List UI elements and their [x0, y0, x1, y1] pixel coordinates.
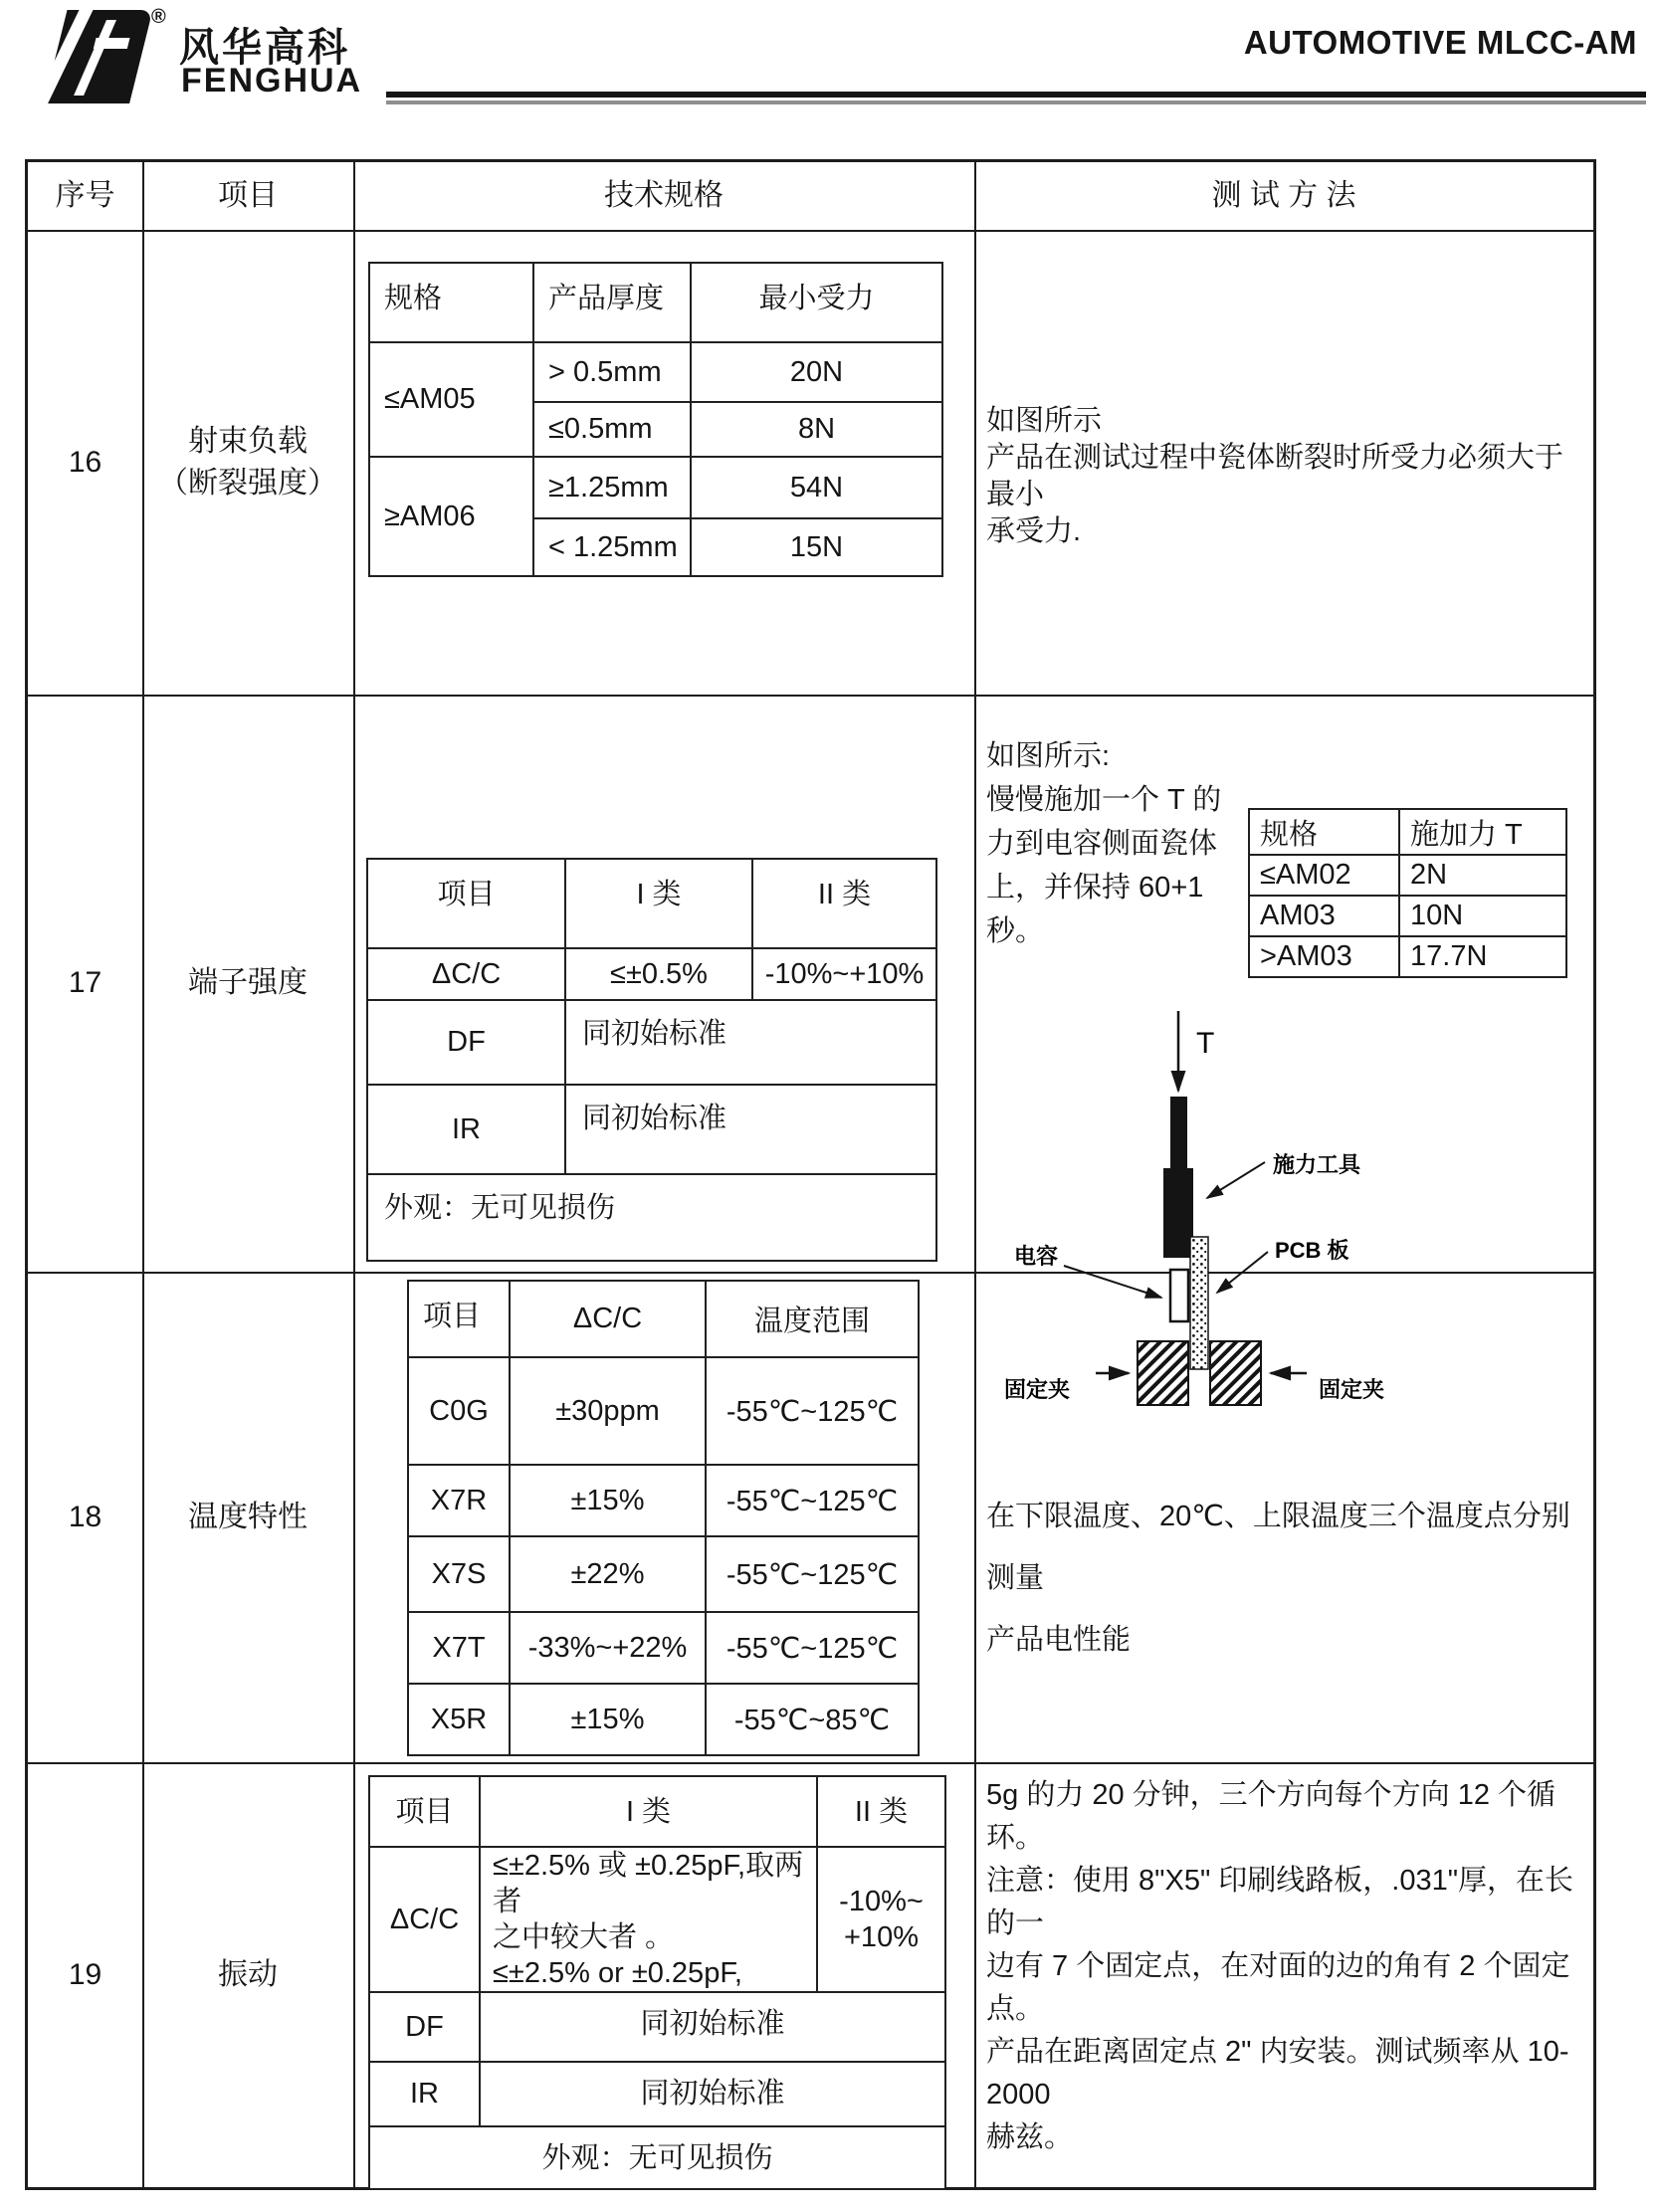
ir-label-cell: IR	[367, 1085, 565, 1174]
tc-code-cell: X7T	[408, 1612, 510, 1684]
clamp-right-label: 固定夹	[1319, 1377, 1385, 1402]
method-line: 注意：使用 8"X5" 印刷线路板，.031"厚，在长的一	[986, 1865, 1574, 1939]
row19-item: 振动	[218, 1957, 278, 1991]
dcc-class2-cell	[817, 1847, 945, 1992]
pcb-label: PCB 板	[1275, 1238, 1349, 1263]
dcc-class1-line: 之中较大者 。	[493, 1921, 675, 1953]
method-line: 慢慢施加一个 T 的	[986, 784, 1222, 816]
method-line: 边有 7 个固定点，在对面的边的角有 2 个固定点。	[986, 1950, 1570, 2025]
capacitor-pointer	[1064, 1266, 1161, 1298]
spec-table	[25, 159, 1596, 2190]
method-line: 上，并保持 60+1	[986, 872, 1204, 904]
row16-spec-subtable	[368, 262, 943, 577]
header-rule-gray	[386, 101, 1646, 104]
document-title: AUTOMOTIVE MLCC-AM	[1243, 24, 1637, 61]
header-rule-black	[386, 92, 1646, 98]
subtable-header-cell: 项目	[369, 1776, 480, 1847]
capacitor-shape	[1170, 1270, 1188, 1321]
column-header-method: 测 试 方 法	[1211, 179, 1356, 212]
pcb-strip	[1190, 1237, 1208, 1369]
tc-range-cell: -55℃~125℃	[706, 1536, 919, 1612]
row19-index: 19	[68, 1957, 103, 1991]
force-cell: 17.7N	[1399, 936, 1566, 977]
thickness-cell: ≤0.5mm	[533, 402, 691, 457]
subtable-header-cell: 规格	[1249, 809, 1399, 855]
row17-index: 17	[68, 966, 103, 999]
subtable-header-cell: 温度范围	[706, 1281, 919, 1357]
tc-dcc-cell: -33%~+22%	[510, 1612, 706, 1684]
column-header-spec: 技术规格	[604, 179, 724, 212]
appearance-cell: 外观：无可见损伤	[369, 2126, 945, 2189]
df-label-cell: DF	[367, 1000, 565, 1085]
row17-method-text	[986, 734, 1265, 953]
row19-method-text	[986, 1774, 1595, 2159]
row16-item	[142, 230, 353, 695]
tc-range-cell: -55℃~125℃	[706, 1357, 919, 1465]
table-gridline	[353, 162, 355, 2187]
subtable-header-cell: II 类	[752, 859, 936, 948]
ir-value-cell: 同初始标准	[480, 2062, 945, 2126]
row17-spec-subtable	[366, 858, 937, 1262]
column-header-item: 项目	[218, 179, 278, 212]
method-line: 5g 的力 20 分钟，三个方向每个方向 12 个循环。	[986, 1779, 1556, 1854]
method-line: 产品电性能	[986, 1624, 1132, 1656]
subtable-header-cell: 项目	[367, 859, 565, 948]
registered-mark: ®	[151, 6, 166, 28]
row16-index: 16	[68, 445, 103, 479]
row17-force-subtable	[1248, 808, 1567, 978]
force-cell: 8N	[691, 402, 942, 457]
method-line: 如图所示	[986, 405, 1103, 437]
subtable-header-cell: I 类	[480, 1776, 817, 1847]
df-label-cell: DF	[369, 1992, 480, 2062]
tc-code-cell: C0G	[408, 1357, 510, 1465]
subtable-header-cell: I 类	[565, 859, 752, 948]
method-line: 秒。	[986, 915, 1045, 947]
tc-code-cell: X5R	[408, 1684, 510, 1755]
row18-index: 18	[68, 1500, 103, 1533]
dcc-class1-line: ≤±2.5% or ±0.25pF,	[493, 1957, 742, 1989]
push-rod-thin	[1170, 1097, 1187, 1168]
capacitor-label: 电容	[1014, 1244, 1059, 1269]
method-line: 产品在测试过程中瓷体断裂时所受力必须大于最小	[986, 442, 1564, 510]
thickness-cell: < 1.25mm	[533, 518, 691, 576]
force-cell: 2N	[1399, 855, 1566, 896]
thickness-cell: > 0.5mm	[533, 342, 691, 402]
dcc-label-cell: ΔC/C	[369, 1847, 480, 1992]
tc-dcc-cell: ±15%	[510, 1684, 706, 1755]
subtable-header-cell: II 类	[817, 1776, 945, 1847]
df-value-cell: 同初始标准	[480, 1992, 945, 2062]
method-line: 如图所示:	[986, 740, 1111, 772]
thickness-cell: ≥1.25mm	[533, 457, 691, 518]
row16-item-line: 射束负载	[188, 424, 308, 458]
dcc-class2-cell: -10%~+10%	[752, 948, 936, 1000]
tc-dcc-cell: ±15%	[510, 1465, 706, 1536]
tool-label: 施力工具	[1273, 1152, 1361, 1177]
clamp-left-shape	[1138, 1341, 1188, 1405]
dcc-class2-line: +10%	[844, 1921, 919, 1953]
force-label: T	[1196, 1027, 1215, 1060]
logo-text-cn: 风华高科	[179, 26, 350, 70]
logo-text-en: FENGHUA	[181, 62, 363, 100]
clamp-left-label: 固定夹	[1004, 1377, 1071, 1402]
force-cell: 54N	[691, 457, 942, 518]
method-line: 在下限温度、20℃、上限温度三个温度点分别测量	[986, 1501, 1570, 1594]
method-line: 产品在距离固定点 2" 内安装。测试频率从 10-2000	[986, 2036, 1569, 2111]
spec-cell: ≤AM02	[1249, 855, 1399, 896]
tc-range-cell: -55℃~125℃	[706, 1465, 919, 1536]
push-rod-thick	[1163, 1168, 1193, 1258]
dcc-class1-line: ≤±2.5% 或 ±0.25pF,取两者	[493, 1850, 804, 1917]
pcb-pointer	[1217, 1252, 1268, 1293]
fenghua-logo	[30, 8, 151, 105]
force-cell: 15N	[691, 518, 942, 576]
appearance-cell: 外观：无可见损伤	[367, 1174, 936, 1261]
subtable-header-cell: ΔC/C	[510, 1281, 706, 1357]
tc-range-cell: -55℃~125℃	[706, 1612, 919, 1684]
spec-group-cell: ≤AM05	[369, 342, 533, 457]
row18-item: 温度特性	[188, 1500, 308, 1533]
clamp-right-shape	[1210, 1341, 1261, 1405]
dcc-class1-cell	[480, 1847, 817, 1992]
tc-range-cell: -55℃~85℃	[706, 1684, 919, 1755]
force-cell: 10N	[1399, 896, 1566, 936]
row16-item-line: （断裂强度）	[158, 466, 337, 500]
tool-pointer	[1207, 1162, 1265, 1198]
dcc-label-cell: ΔC/C	[367, 948, 565, 1000]
subtable-header-cell: 产品厚度	[533, 263, 691, 342]
row16-method-text	[986, 403, 1583, 550]
method-line: 力到电容侧面瓷体	[986, 828, 1218, 860]
tc-dcc-cell: ±22%	[510, 1536, 706, 1612]
subtable-header-cell: 施加力 T	[1399, 809, 1566, 855]
row18-method-text	[986, 1486, 1595, 1671]
ir-label-cell: IR	[369, 2062, 480, 2126]
tc-dcc-cell: ±30ppm	[510, 1357, 706, 1465]
spec-group-cell: ≥AM06	[369, 457, 533, 576]
dcc-class2-line: -10%~	[839, 1886, 924, 1917]
tc-code-cell: X7S	[408, 1536, 510, 1612]
spec-cell: AM03	[1249, 896, 1399, 936]
spec-cell: >AM03	[1249, 936, 1399, 977]
subtable-header-cell: 规格	[369, 263, 533, 342]
force-cell: 20N	[691, 342, 942, 402]
method-line: 承受力.	[986, 515, 1082, 547]
ir-value-cell: 同初始标准	[565, 1085, 936, 1174]
tc-code-cell: X7R	[408, 1465, 510, 1536]
terminal-strength-diagram	[976, 991, 1593, 1414]
row17-item: 端子强度	[188, 966, 308, 999]
df-value-cell: 同初始标准	[565, 1000, 936, 1085]
subtable-header-cell: 最小受力	[691, 263, 942, 342]
subtable-header-cell: 项目	[408, 1281, 510, 1357]
row19-spec-subtable	[368, 1775, 946, 2190]
method-line: 赫兹。	[986, 2121, 1074, 2153]
dcc-class1-cell: ≤±0.5%	[565, 948, 752, 1000]
row18-spec-subtable	[407, 1280, 920, 1756]
column-header-index: 序号	[55, 179, 115, 212]
